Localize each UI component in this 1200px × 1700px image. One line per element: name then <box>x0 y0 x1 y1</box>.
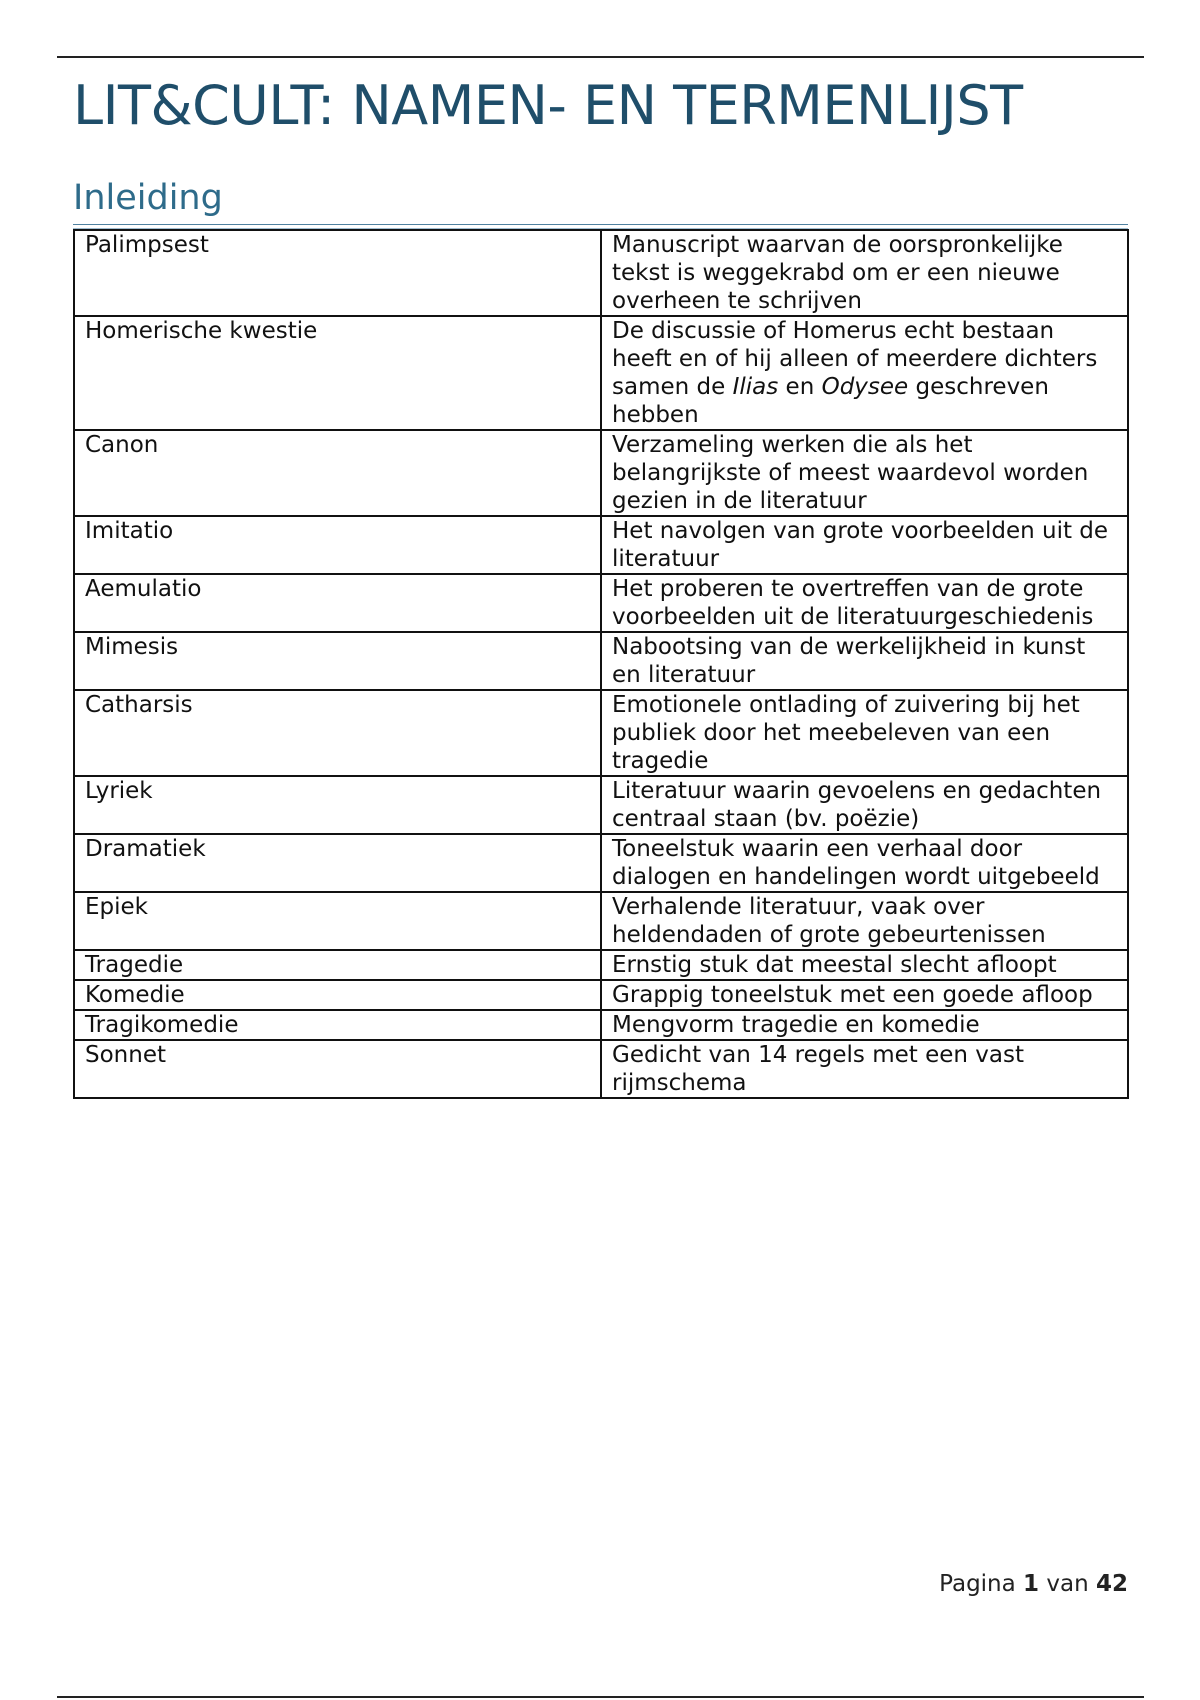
term-cell: Sonnet <box>74 1040 601 1098</box>
table-row <box>74 230 1128 316</box>
definition-cell: Mengvorm tragedie en komedie <box>601 1010 1128 1040</box>
definition-cell: Literatuur waarin gevoelens en gedachten centraal staan (bv. poëzie) <box>601 776 1128 834</box>
table-row <box>74 690 1128 776</box>
table-row <box>74 574 1128 632</box>
table-row <box>74 430 1128 516</box>
table-row <box>74 1040 1128 1098</box>
page-number-prefix: Pagina <box>939 1571 1016 1597</box>
current-page: 1 <box>1023 1571 1040 1597</box>
term-cell: Epiek <box>74 892 601 950</box>
table-row <box>74 892 1128 950</box>
term-cell: Imitatio <box>74 516 601 574</box>
page-number-separator: van <box>1046 1571 1089 1597</box>
table-row <box>74 950 1128 980</box>
definition-cell: Het proberen te overtreffen van de grote voorbeelden uit de literatuurgeschiedenis <box>601 574 1128 632</box>
table-row <box>74 980 1128 1010</box>
definition-cell: Verhalende literatuur, vaak over heldendaden of grote gebeurtenissen <box>601 892 1128 950</box>
definition-italic-title: Ilias <box>732 374 779 400</box>
header-rule <box>57 56 1144 58</box>
term-cell: Dramatiek <box>74 834 601 892</box>
definition-cell: Gedicht van 14 regels met een vast rijmschema <box>601 1040 1128 1098</box>
term-cell: Komedie <box>74 980 601 1010</box>
term-cell: Homerische kwestie <box>74 316 601 430</box>
table-row <box>74 1010 1128 1040</box>
term-cell: Palimpsest <box>74 230 601 316</box>
definition-cell: Emotionele ontlading of zuivering bij het publiek door het meebeleven van een tragedie <box>601 690 1128 776</box>
term-cell: Canon <box>74 430 601 516</box>
definition-cell: Manuscript waarvan de oorspronkelijke tekst is weggekrabd om er een nieuwe overheen te schrijven <box>601 230 1128 316</box>
term-cell: Tragikomedie <box>74 1010 601 1040</box>
table-row <box>74 316 1128 430</box>
definition-cell: Toneelstuk waarin een verhaal door dialogen en handelingen wordt uitgebeeld <box>601 834 1128 892</box>
definition-cell: Verzameling werken die als het belangrijkste of meest waardevol worden gezien in de literatuur <box>601 430 1128 516</box>
section-heading: Inleiding <box>73 178 223 218</box>
table-row <box>74 516 1128 574</box>
definition-italic-title: Odysee <box>821 374 909 400</box>
terms-table <box>73 229 1129 1099</box>
table-row <box>74 632 1128 690</box>
term-cell: Lyriek <box>74 776 601 834</box>
term-cell: Mimesis <box>74 632 601 690</box>
term-cell: Catharsis <box>74 690 601 776</box>
page-number <box>939 1571 1128 1597</box>
footer-rule <box>57 1696 1144 1698</box>
total-pages: 42 <box>1095 1571 1128 1597</box>
term-cell: Tragedie <box>74 950 601 980</box>
page-title: LIT&CULT: NAMEN- EN TERMENLIJST <box>73 74 1023 137</box>
definition-text: en <box>785 374 815 400</box>
term-cell: Aemulatio <box>74 574 601 632</box>
definition-text: geschreven hebben <box>612 374 1049 428</box>
definition-cell: Het navolgen van grote voorbeelden uit de literatuur <box>601 516 1128 574</box>
table-row <box>74 776 1128 834</box>
table-row <box>74 834 1128 892</box>
definition-text: De discussie of Homerus echt bestaan heeft en of hij alleen of meerdere dichters samen de <box>612 318 1098 400</box>
definition-cell: Nabootsing van de werkelijkheid in kunst en literatuur <box>601 632 1128 690</box>
definition-cell: Ernstig stuk dat meestal slecht afloopt <box>601 950 1128 980</box>
definition-cell <box>601 316 1128 430</box>
definition-cell: Grappig toneelstuk met een goede afloop <box>601 980 1128 1010</box>
